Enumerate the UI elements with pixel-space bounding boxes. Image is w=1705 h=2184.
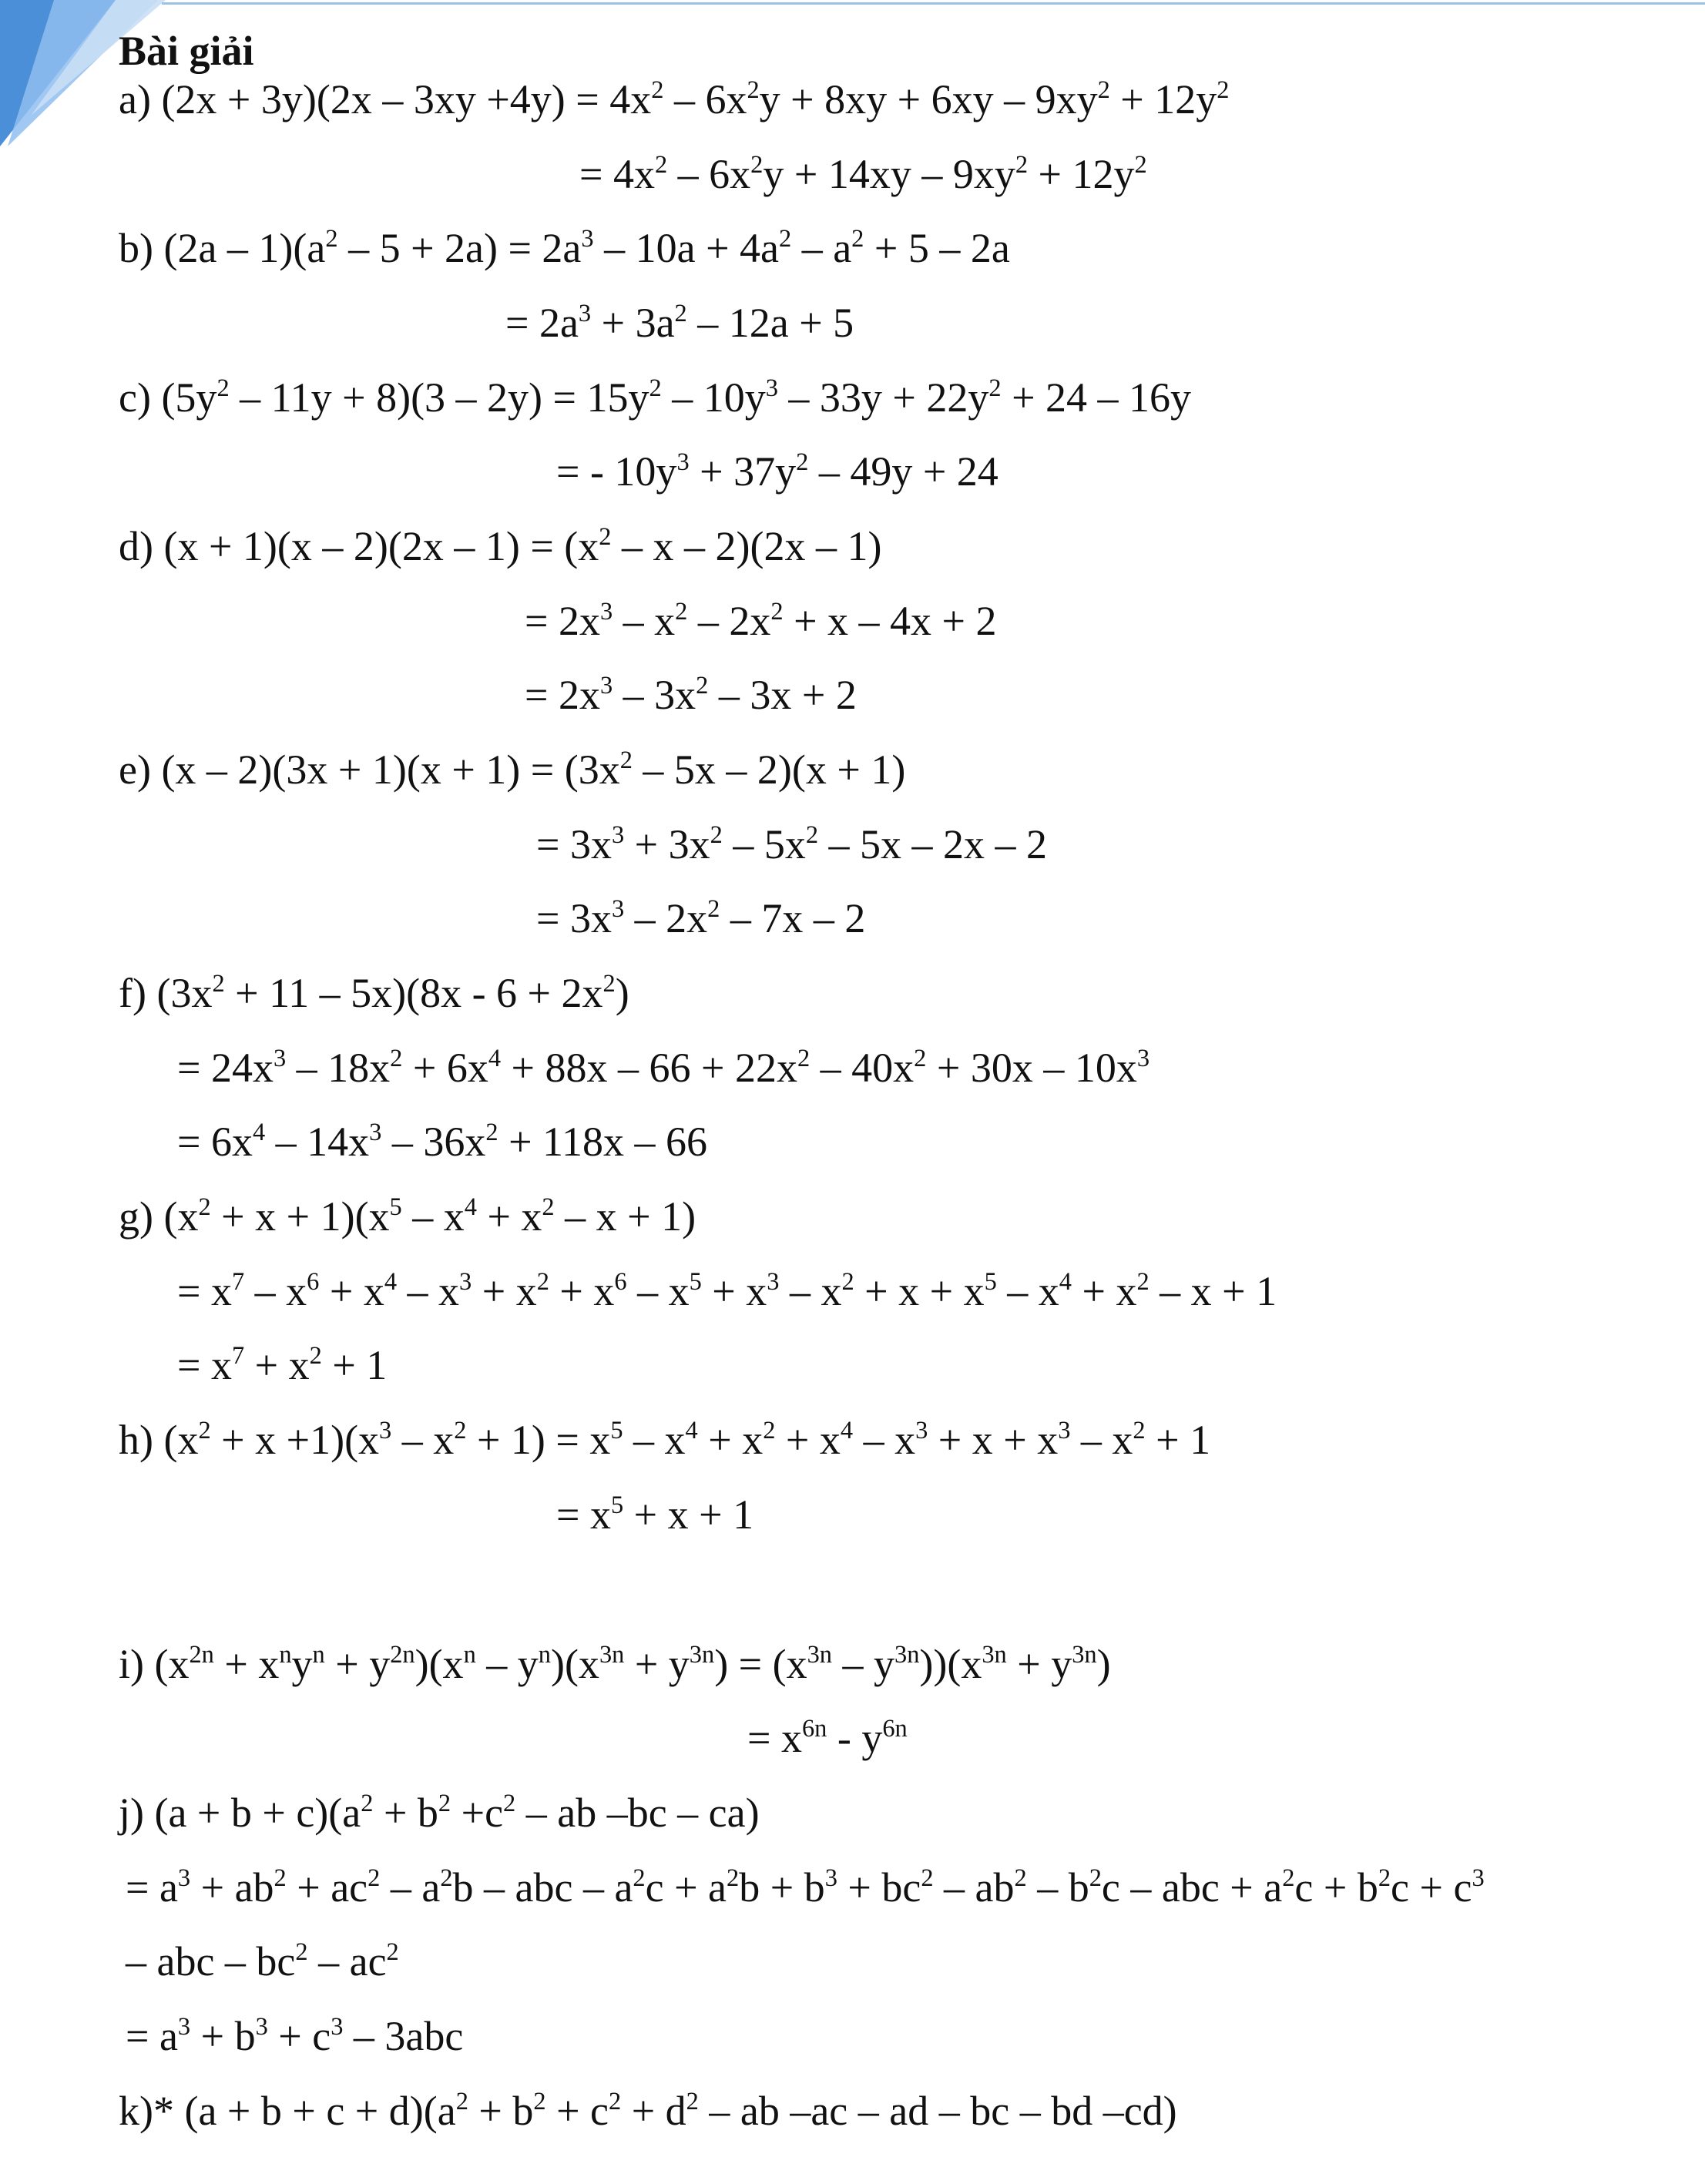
- text-run: – 5x – 2)(x + 1): [632, 746, 906, 793]
- text-run: – x + 1: [1149, 1268, 1277, 1314]
- text-run: + c: [545, 2088, 609, 2134]
- superscript: 2: [770, 597, 784, 626]
- superscript: 3: [177, 2012, 191, 2041]
- solution-line: [126, 1937, 399, 1986]
- solution-line: [556, 447, 998, 496]
- text-run: – x – 2)(2x – 1): [611, 523, 882, 569]
- text-run: + 12y: [1028, 151, 1135, 197]
- superscript: 3: [611, 820, 625, 849]
- solution-line: [747, 1713, 908, 1763]
- solution-line: [119, 745, 905, 794]
- solution-line: [536, 820, 1047, 869]
- superscript: 2: [503, 1789, 516, 1817]
- superscript: 2: [851, 224, 864, 253]
- text-run: – a: [791, 225, 852, 271]
- superscript: 3: [273, 1044, 287, 1072]
- superscript: 2: [1089, 1864, 1102, 1892]
- text-run: + x +1)(x: [210, 1417, 380, 1463]
- superscript: 2: [602, 969, 616, 998]
- superscript: 2: [649, 374, 662, 402]
- superscript: 2: [841, 1267, 854, 1296]
- text-run: c + c: [1391, 1864, 1472, 1911]
- superscript: 3: [1472, 1864, 1485, 1892]
- text-run: + x: [549, 1268, 615, 1314]
- superscript: 4: [1059, 1267, 1072, 1296]
- text-run: ))(x: [919, 1641, 982, 1687]
- text-run: – 33y + 22y: [777, 374, 989, 421]
- text-run: b – abc – a: [452, 1864, 633, 1911]
- superscript: 3: [379, 1416, 392, 1444]
- solution-line: [126, 1863, 1485, 1912]
- text-run: c + b: [1294, 1864, 1378, 1911]
- superscript: 6: [307, 1267, 320, 1296]
- superscript: 2: [212, 969, 225, 998]
- text-run: + 1: [1145, 1417, 1211, 1463]
- text-run: – x: [1070, 1417, 1133, 1463]
- text-run: = 4x: [579, 151, 655, 197]
- text-run: = x: [747, 1715, 802, 1761]
- superscript: 2: [274, 1864, 287, 1892]
- solution-line: [119, 2086, 1177, 2135]
- superscript: 2: [368, 1864, 381, 1892]
- superscript: 2: [455, 2087, 468, 2115]
- text-run: y + 14xy – 9xy: [763, 151, 1015, 197]
- text-run: + x: [1072, 1268, 1137, 1314]
- text-run: b + b: [739, 1864, 825, 1911]
- superscript: 2: [216, 374, 230, 402]
- superscript: 3: [578, 299, 592, 327]
- text-run: – ab –ac – ad – bc – bd –cd): [698, 2088, 1177, 2134]
- superscript: 3n: [982, 1640, 1007, 1669]
- superscript: 5: [389, 1193, 402, 1221]
- superscript: 2: [438, 1789, 451, 1817]
- text-run: – 2x: [624, 895, 708, 941]
- superscript: n: [312, 1640, 325, 1669]
- superscript: 2: [485, 1118, 498, 1146]
- text-run: ) = (x: [714, 1641, 807, 1687]
- solution-line: [525, 596, 997, 646]
- text-run: – x + 1): [554, 1193, 696, 1240]
- text-run: + 118x – 66: [498, 1119, 708, 1165]
- text-run: + 24 – 16y: [1001, 374, 1192, 421]
- text-run: + 6x: [402, 1045, 488, 1091]
- text-run: ): [1096, 1641, 1111, 1687]
- superscript: 2: [536, 1267, 549, 1296]
- superscript: 3: [765, 374, 778, 402]
- superscript: 2: [454, 1416, 467, 1444]
- solution-line: [119, 1639, 1111, 1689]
- superscript: 3: [599, 597, 613, 626]
- solution-line: [525, 670, 857, 720]
- superscript: 3: [459, 1267, 472, 1296]
- text-run: + x: [213, 1641, 280, 1687]
- text-run: + ac: [286, 1864, 368, 1911]
- text-run: + x: [697, 1417, 764, 1463]
- solution-line: [536, 894, 865, 943]
- text-run: – 5x: [722, 821, 806, 867]
- text-run: + x + x: [854, 1268, 985, 1314]
- superscript: 3: [599, 671, 613, 699]
- superscript: 2: [654, 150, 668, 179]
- text-run: – 49y + 24: [808, 448, 998, 495]
- text-run: – 36x: [381, 1119, 486, 1165]
- superscript: 3n: [689, 1640, 715, 1669]
- text-run: + 30x – 10x: [926, 1045, 1137, 1091]
- solution-line: [579, 149, 1147, 199]
- text-run: + ab: [190, 1864, 274, 1911]
- solution-line: [119, 75, 1229, 124]
- superscript: 2: [1136, 1267, 1150, 1296]
- text-run: + x: [775, 1417, 841, 1463]
- superscript: 2: [1134, 150, 1147, 179]
- superscript: 3: [767, 1267, 780, 1296]
- superscript: 3: [915, 1416, 928, 1444]
- text-run: e) (x – 2)(3x + 1)(x + 1) = (3x: [119, 746, 620, 793]
- text-run: + x: [244, 1342, 310, 1388]
- superscript: 2n: [390, 1640, 415, 1669]
- text-run: = 3x: [536, 895, 612, 941]
- text-run: – 10y: [661, 374, 766, 421]
- text-run: – 12a + 5: [686, 300, 854, 346]
- text-run: + 3x: [624, 821, 710, 867]
- text-run: )(x: [415, 1641, 464, 1687]
- text-run: + x: [319, 1268, 384, 1314]
- superscript: 2: [1014, 1864, 1027, 1892]
- superscript: 2: [609, 2087, 622, 2115]
- text-run: – 18x: [286, 1045, 391, 1091]
- text-run: – 6x: [663, 76, 747, 122]
- text-run: – x: [391, 1417, 455, 1463]
- text-run: + x + x: [928, 1417, 1059, 1463]
- superscript: 2: [1282, 1864, 1295, 1892]
- text-run: – ab –bc – ca): [515, 1790, 760, 1836]
- superscript: 3: [369, 1118, 382, 1146]
- text-run: a) (2x + 3y)(2x – 3xy +4y) = 4x: [119, 76, 652, 122]
- superscript: 2: [390, 1044, 403, 1072]
- text-run: + y: [324, 1641, 391, 1687]
- text-run: + 11 – 5x)(8x - 6 + 2x: [224, 970, 603, 1016]
- top-rule: [162, 2, 1705, 5]
- text-run: = x: [177, 1342, 232, 1388]
- text-run: + 1) = x: [466, 1417, 611, 1463]
- superscript: n: [279, 1640, 292, 1669]
- solution-line: [119, 522, 881, 571]
- text-run: + 3a: [591, 300, 675, 346]
- text-run: c + a: [645, 1864, 727, 1911]
- superscript: 3n: [1072, 1640, 1097, 1669]
- superscript: 2: [386, 1937, 399, 1966]
- text-run: y + 8xy + 6xy – 9xy: [759, 76, 1098, 122]
- superscript: 2: [440, 1864, 453, 1892]
- text-run: – 3x + 2: [708, 672, 857, 718]
- superscript: 2: [533, 2087, 546, 2115]
- superscript: 2: [651, 75, 664, 104]
- superscript: 3: [824, 1864, 837, 1892]
- solution-line: [177, 1117, 707, 1166]
- superscript: n: [463, 1640, 476, 1669]
- superscript: 4: [384, 1267, 398, 1296]
- text-run: + bc: [837, 1864, 921, 1911]
- text-run: +c: [451, 1790, 504, 1836]
- superscript: 7: [231, 1267, 245, 1296]
- text-run: b) (2a – 1)(a: [119, 225, 326, 271]
- text-run: + 88x – 66 + 22x: [501, 1045, 797, 1091]
- text-run: – 5x – 2x – 2: [818, 821, 1048, 867]
- text-run: + x – 4x + 2: [783, 598, 997, 644]
- text-run: = a: [126, 1864, 178, 1911]
- text-run: + d: [621, 2088, 686, 2134]
- text-run: – 14x: [265, 1119, 370, 1165]
- text-run: = - 10y: [556, 448, 677, 495]
- superscript: 2: [325, 224, 338, 253]
- superscript: 2: [763, 1416, 776, 1444]
- text-run: + x + 1: [623, 1491, 754, 1538]
- superscript: 4: [464, 1193, 477, 1221]
- superscript: 5: [610, 1491, 624, 1519]
- text-run: – x: [397, 1268, 460, 1314]
- text-run: = 6x: [177, 1119, 253, 1165]
- solution-line: [505, 298, 854, 347]
- text-run: + y: [624, 1641, 690, 1687]
- superscript: 4: [685, 1416, 698, 1444]
- superscript: 3: [581, 224, 594, 253]
- text-run: – x: [626, 1268, 690, 1314]
- text-run: + x: [472, 1268, 537, 1314]
- superscript: 2: [198, 1193, 211, 1221]
- superscript: 2: [921, 1864, 934, 1892]
- superscript: 7: [231, 1341, 245, 1370]
- superscript: 2: [747, 75, 760, 104]
- text-run: = 24x: [177, 1045, 274, 1091]
- superscript: 3: [611, 894, 625, 923]
- solution-line: [556, 1490, 753, 1539]
- superscript: 2: [599, 522, 612, 551]
- superscript: 2: [805, 820, 819, 849]
- solution-line: [119, 1415, 1210, 1464]
- text-run: – a: [380, 1864, 441, 1911]
- solution-line: [126, 2011, 463, 2061]
- heading: Bài giải: [119, 28, 254, 74]
- superscript: 3n: [599, 1640, 625, 1669]
- text-run: – 11y + 8)(3 – 2y) = 15y: [229, 374, 649, 421]
- text-run: - y: [827, 1715, 883, 1761]
- text-run: d) (x + 1)(x – 2)(2x – 1) = (x: [119, 523, 599, 569]
- text-run: + 1: [321, 1342, 388, 1388]
- solution-line: [119, 373, 1191, 422]
- superscript: 3n: [894, 1640, 920, 1669]
- superscript: 3: [1136, 1044, 1150, 1072]
- superscript: 6n: [801, 1714, 827, 1743]
- superscript: 3: [255, 2012, 268, 2041]
- superscript: 2: [198, 1416, 211, 1444]
- text-run: k)* (a + b + c + d)(a: [119, 2088, 456, 2134]
- text-run: = 2a: [505, 300, 579, 346]
- superscript: 2n: [189, 1640, 214, 1669]
- text-run: )(x: [550, 1641, 599, 1687]
- superscript: 3n: [807, 1640, 832, 1669]
- text-run: = x: [177, 1268, 232, 1314]
- superscript: 3: [1058, 1416, 1071, 1444]
- superscript: 2: [619, 746, 633, 774]
- text-run: – x: [996, 1268, 1059, 1314]
- superscript: 3: [331, 2012, 344, 2041]
- text-run: = 2x: [525, 598, 600, 644]
- text-run: + x: [701, 1268, 767, 1314]
- text-run: h) (x: [119, 1417, 199, 1463]
- solution-line: [177, 1340, 387, 1390]
- text-run: – b: [1026, 1864, 1089, 1911]
- text-run: g) (x: [119, 1193, 199, 1240]
- text-run: – 3abc: [343, 2013, 464, 2059]
- superscript: 4: [840, 1416, 854, 1444]
- superscript: 2: [686, 2087, 699, 2115]
- solution-line: [119, 1192, 696, 1241]
- text-run: + b: [468, 2088, 534, 2134]
- text-run: + x + 1)(x: [210, 1193, 390, 1240]
- superscript: 6: [614, 1267, 627, 1296]
- text-run: y: [291, 1641, 313, 1687]
- text-run: c – abc + a: [1101, 1864, 1283, 1911]
- text-run: + 5 – 2a: [864, 225, 1010, 271]
- solution-line: [177, 1043, 1150, 1092]
- text-run: f) (3x: [119, 970, 213, 1016]
- text-run: – 2x: [687, 598, 771, 644]
- text-run: + c: [267, 2013, 331, 2059]
- superscript: 2: [633, 1864, 646, 1892]
- superscript: 6n: [882, 1714, 908, 1743]
- text-run: – y: [832, 1641, 894, 1687]
- superscript: 2: [674, 299, 687, 327]
- superscript: 2: [797, 1044, 811, 1072]
- text-run: – ab: [933, 1864, 1015, 1911]
- superscript: 2: [727, 1864, 740, 1892]
- solution-line: [177, 1266, 1277, 1316]
- text-run: – ac: [307, 1938, 387, 1984]
- text-run: – abc – bc: [126, 1938, 296, 1984]
- superscript: 5: [689, 1267, 702, 1296]
- text-run: i) (x: [119, 1641, 190, 1687]
- text-run: = x: [556, 1491, 611, 1538]
- superscript: 2: [542, 1193, 555, 1221]
- text-run: = 3x: [536, 821, 612, 867]
- solution-line: [119, 1788, 760, 1837]
- superscript: 2: [710, 820, 723, 849]
- superscript: n: [538, 1640, 551, 1669]
- text-run: – x: [244, 1268, 307, 1314]
- superscript: 3: [177, 1864, 191, 1892]
- text-run: + b: [190, 2013, 256, 2059]
- superscript: 4: [252, 1118, 266, 1146]
- text-run: – 3x: [613, 672, 696, 718]
- superscript: 3: [676, 448, 690, 476]
- text-run: – x: [613, 598, 676, 644]
- superscript: 2: [750, 150, 764, 179]
- superscript: 2: [295, 1937, 308, 1966]
- superscript: 2: [1378, 1864, 1391, 1892]
- text-run: + 12y: [1109, 76, 1217, 122]
- text-run: + y: [1006, 1641, 1072, 1687]
- text-run: – x: [401, 1193, 465, 1240]
- superscript: 2: [309, 1341, 322, 1370]
- superscript: 2: [696, 671, 709, 699]
- text-run: – x: [853, 1417, 916, 1463]
- superscript: 2: [1015, 150, 1029, 179]
- text-run: = 2x: [525, 672, 600, 718]
- superscript: 2: [1097, 75, 1110, 104]
- superscript: 2: [707, 894, 720, 923]
- text-run: – 6x: [667, 151, 751, 197]
- superscript: 2: [988, 374, 1002, 402]
- text-run: ): [615, 970, 629, 1016]
- text-run: – 40x: [810, 1045, 915, 1091]
- superscript: 2: [796, 448, 809, 476]
- text-run: – 5 + 2a) = 2a: [337, 225, 582, 271]
- superscript: 2: [361, 1789, 374, 1817]
- text-run: – 10a + 4a: [593, 225, 779, 271]
- superscript: 2: [1133, 1416, 1146, 1444]
- superscript: 5: [610, 1416, 623, 1444]
- solution-line: [119, 223, 1010, 273]
- superscript: 2: [779, 224, 792, 253]
- text-run: + x: [476, 1193, 542, 1240]
- superscript: 2: [1217, 75, 1230, 104]
- text-run: – x: [779, 1268, 842, 1314]
- text-run: – y: [475, 1641, 539, 1687]
- text-run: j) (a + b + c)(a: [119, 1790, 361, 1836]
- superscript: 2: [914, 1044, 927, 1072]
- superscript: 5: [984, 1267, 997, 1296]
- solution-line: [119, 968, 629, 1018]
- text-run: – x: [623, 1417, 686, 1463]
- text-run: + 37y: [689, 448, 797, 495]
- text-run: – 7x – 2: [720, 895, 866, 941]
- text-run: + b: [373, 1790, 438, 1836]
- superscript: 2: [675, 597, 688, 626]
- text-run: = a: [126, 2013, 178, 2059]
- text-run: c) (5y: [119, 374, 217, 421]
- superscript: 4: [488, 1044, 502, 1072]
